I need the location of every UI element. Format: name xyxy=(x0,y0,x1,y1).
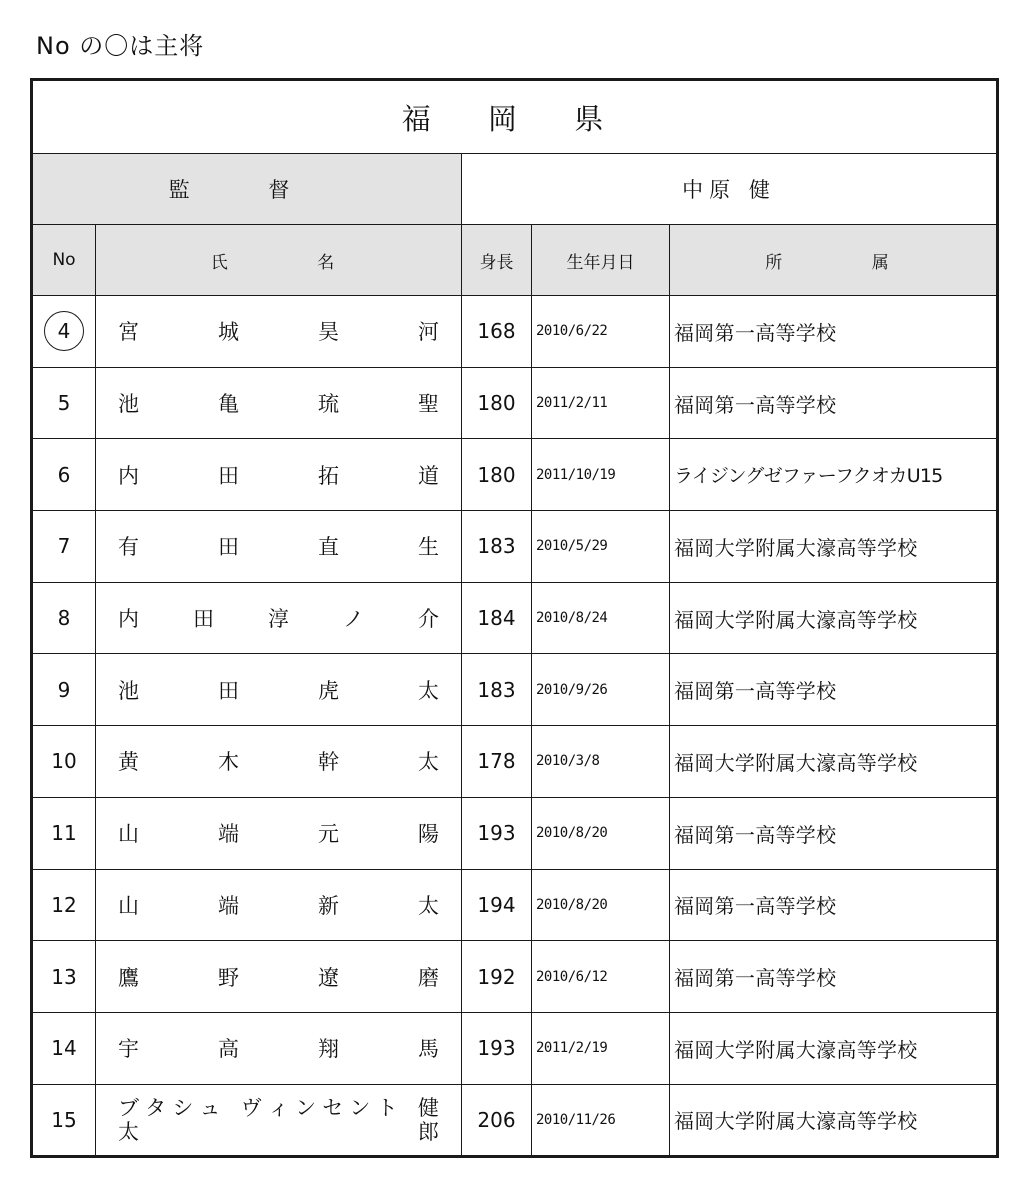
player-name-char: ン xyxy=(295,1095,317,1120)
player-name-char: 田 xyxy=(218,678,239,703)
coach-name: 中原 健 xyxy=(462,154,998,225)
prefecture-title: 福 岡 県 xyxy=(32,80,998,154)
player-number xyxy=(32,296,96,368)
player-name-char xyxy=(404,1096,412,1120)
player-name-char: 有 xyxy=(118,535,139,560)
header-no: No xyxy=(32,225,96,296)
roster-table xyxy=(30,78,999,1158)
coach-label: 監 督 xyxy=(32,154,462,225)
player-name-char: 琉 xyxy=(318,392,339,417)
player-name-char: 道 xyxy=(418,463,439,488)
player-name-char: 鷹 xyxy=(118,965,139,990)
player-name-char: 淳 xyxy=(268,607,289,632)
player-name xyxy=(96,1084,462,1157)
player-number-text: 15 xyxy=(51,1107,77,1132)
player-affiliation: 福岡大学附属大濠高等学校 xyxy=(670,582,998,654)
header-height: 身長 xyxy=(462,225,532,296)
player-name-char: 野 xyxy=(218,965,239,990)
player-name-char: 健 xyxy=(417,1095,439,1120)
player-dob: 2010/6/12 xyxy=(532,941,670,1013)
player-name-char: 生 xyxy=(418,535,439,560)
player-name-char: 池 xyxy=(118,392,139,417)
player-dob: 2010/6/22 xyxy=(532,296,670,368)
player-name xyxy=(96,797,462,869)
player-name-char: 新 xyxy=(318,893,339,918)
table-row xyxy=(32,797,998,869)
player-name-char: シ xyxy=(172,1095,194,1120)
player-name-char xyxy=(227,1096,235,1120)
player-affiliation: ライジングゼファーフクオカU15 xyxy=(670,439,998,511)
player-number-text: 9 xyxy=(57,677,71,702)
player-number xyxy=(32,1084,96,1157)
player-dob: 2011/2/11 xyxy=(532,367,670,439)
player-height: 168 xyxy=(462,296,532,368)
player-name-char: 端 xyxy=(218,893,239,918)
player-name-char: ュ xyxy=(199,1095,221,1120)
player-name xyxy=(96,582,462,654)
player-height: 206 xyxy=(462,1084,532,1157)
player-number xyxy=(32,1012,96,1084)
player-height: 184 xyxy=(462,582,532,654)
player-height: 193 xyxy=(462,797,532,869)
player-name-char: 太 xyxy=(418,750,439,775)
player-name-char: 太 xyxy=(418,678,439,703)
table-row xyxy=(32,1012,998,1084)
player-name-char: 田 xyxy=(193,607,214,632)
player-name-char: 翔 xyxy=(318,1037,339,1062)
player-name-char: 郎 xyxy=(418,1119,439,1144)
player-name xyxy=(96,1012,462,1084)
player-number-text: 12 xyxy=(51,892,77,917)
player-height: 178 xyxy=(462,726,532,798)
table-row xyxy=(32,654,998,726)
player-name-char: 黄 xyxy=(118,750,139,775)
player-name-char: 太 xyxy=(418,893,439,918)
player-name-char: 拓 xyxy=(318,463,339,488)
player-name xyxy=(96,439,462,511)
header-affiliation: 所 属 xyxy=(670,225,998,296)
player-height: 193 xyxy=(462,1012,532,1084)
player-name-char: ブ xyxy=(118,1095,139,1120)
player-name-char: ノ xyxy=(343,607,364,632)
player-number xyxy=(32,439,96,511)
player-number-text: 8 xyxy=(57,606,71,631)
player-number-text: 6 xyxy=(57,462,71,487)
player-affiliation: 福岡第一高等学校 xyxy=(670,296,998,368)
player-dob: 2010/8/20 xyxy=(532,797,670,869)
player-affiliation: 福岡大学附属大濠高等学校 xyxy=(670,1012,998,1084)
player-height: 192 xyxy=(462,941,532,1013)
player-name-char: 端 xyxy=(218,822,239,847)
player-name-char: 磨 xyxy=(418,965,439,990)
coach-row xyxy=(32,154,998,225)
player-dob: 2010/9/26 xyxy=(532,654,670,726)
player-name-char: ン xyxy=(349,1095,371,1120)
player-affiliation: 福岡第一高等学校 xyxy=(670,654,998,726)
player-number-text: 11 xyxy=(51,821,77,846)
player-name-char: 馬 xyxy=(418,1037,439,1062)
player-name-char: 山 xyxy=(118,822,139,847)
player-height: 180 xyxy=(462,439,532,511)
header-dob: 生年月日 xyxy=(532,225,670,296)
table-row xyxy=(32,511,998,583)
player-name-char: 元 xyxy=(318,822,339,847)
table-row xyxy=(32,869,998,941)
player-name-char: タ xyxy=(145,1095,167,1120)
player-affiliation: 福岡第一高等学校 xyxy=(670,367,998,439)
player-name xyxy=(96,296,462,368)
player-number xyxy=(32,726,96,798)
player-affiliation: 福岡大学附属大濠高等学校 xyxy=(670,1084,998,1157)
table-row xyxy=(32,582,998,654)
player-dob: 2010/3/8 xyxy=(532,726,670,798)
player-affiliation: 福岡第一高等学校 xyxy=(670,941,998,1013)
player-number-text: 14 xyxy=(51,1036,77,1061)
player-name-char: 虎 xyxy=(318,678,339,703)
player-name-char: 亀 xyxy=(218,392,239,417)
player-dob: 2010/8/24 xyxy=(532,582,670,654)
player-name xyxy=(96,511,462,583)
player-name xyxy=(96,941,462,1013)
player-number-text: 7 xyxy=(57,534,71,559)
player-dob: 2011/10/19 xyxy=(532,439,670,511)
player-name-char: 宮 xyxy=(118,320,139,345)
player-affiliation: 福岡大学附属大濠高等学校 xyxy=(670,726,998,798)
player-dob: 2011/2/19 xyxy=(532,1012,670,1084)
player-height: 183 xyxy=(462,654,532,726)
captain-number-circled: 4 xyxy=(44,311,84,351)
player-name-char: 内 xyxy=(118,607,139,632)
player-name-char: 内 xyxy=(118,463,139,488)
player-number xyxy=(32,582,96,654)
table-row xyxy=(32,367,998,439)
player-name-char: 宇 xyxy=(118,1037,139,1062)
player-name-char: セ xyxy=(322,1095,344,1120)
player-number xyxy=(32,869,96,941)
player-name-char: 田 xyxy=(218,463,239,488)
player-number xyxy=(32,511,96,583)
player-number xyxy=(32,654,96,726)
player-name-char: ィ xyxy=(267,1095,289,1120)
player-affiliation: 福岡第一高等学校 xyxy=(670,869,998,941)
player-name-char: ト xyxy=(376,1095,398,1120)
player-name xyxy=(96,654,462,726)
player-name-char: 幹 xyxy=(318,750,339,775)
player-number-text: 13 xyxy=(51,964,77,989)
player-name-char: 介 xyxy=(418,607,439,632)
player-number xyxy=(32,941,96,1013)
player-affiliation: 福岡大学附属大濠高等学校 xyxy=(670,511,998,583)
player-name-char: 遼 xyxy=(318,965,339,990)
player-number-text: 5 xyxy=(57,391,71,416)
player-number-text: 10 xyxy=(51,749,77,774)
player-name-char: 太 xyxy=(118,1119,139,1144)
header-row xyxy=(32,225,998,296)
table-row xyxy=(32,941,998,1013)
player-affiliation: 福岡第一高等学校 xyxy=(670,797,998,869)
table-row xyxy=(32,439,998,511)
table-row xyxy=(32,1084,998,1157)
table-row xyxy=(32,296,998,368)
player-number xyxy=(32,797,96,869)
player-dob: 2010/5/29 xyxy=(532,511,670,583)
player-name-char: 田 xyxy=(218,535,239,560)
captain-note: No の〇は主将 xyxy=(36,32,205,60)
header-name: 氏 名 xyxy=(96,225,462,296)
player-dob: 2010/11/26 xyxy=(532,1084,670,1157)
player-height: 183 xyxy=(462,511,532,583)
player-dob: 2010/8/20 xyxy=(532,869,670,941)
player-name-char: 陽 xyxy=(418,822,439,847)
player-name-char: 直 xyxy=(318,535,339,560)
player-height: 180 xyxy=(462,367,532,439)
player-name-char: 木 xyxy=(218,750,239,775)
player-name xyxy=(96,367,462,439)
player-name xyxy=(96,726,462,798)
title-row xyxy=(32,80,998,154)
player-name-char: 池 xyxy=(118,678,139,703)
player-height: 194 xyxy=(462,869,532,941)
player-name-char: 昊 xyxy=(318,320,339,345)
player-name-char: 高 xyxy=(218,1037,239,1062)
player-name-char: ヴ xyxy=(240,1095,262,1120)
player-name-char: 河 xyxy=(418,320,439,345)
table-row xyxy=(32,726,998,798)
player-name xyxy=(96,869,462,941)
player-name-char: 山 xyxy=(118,893,139,918)
player-name-char: 聖 xyxy=(418,392,439,417)
player-number xyxy=(32,367,96,439)
player-name-char: 城 xyxy=(218,320,239,345)
